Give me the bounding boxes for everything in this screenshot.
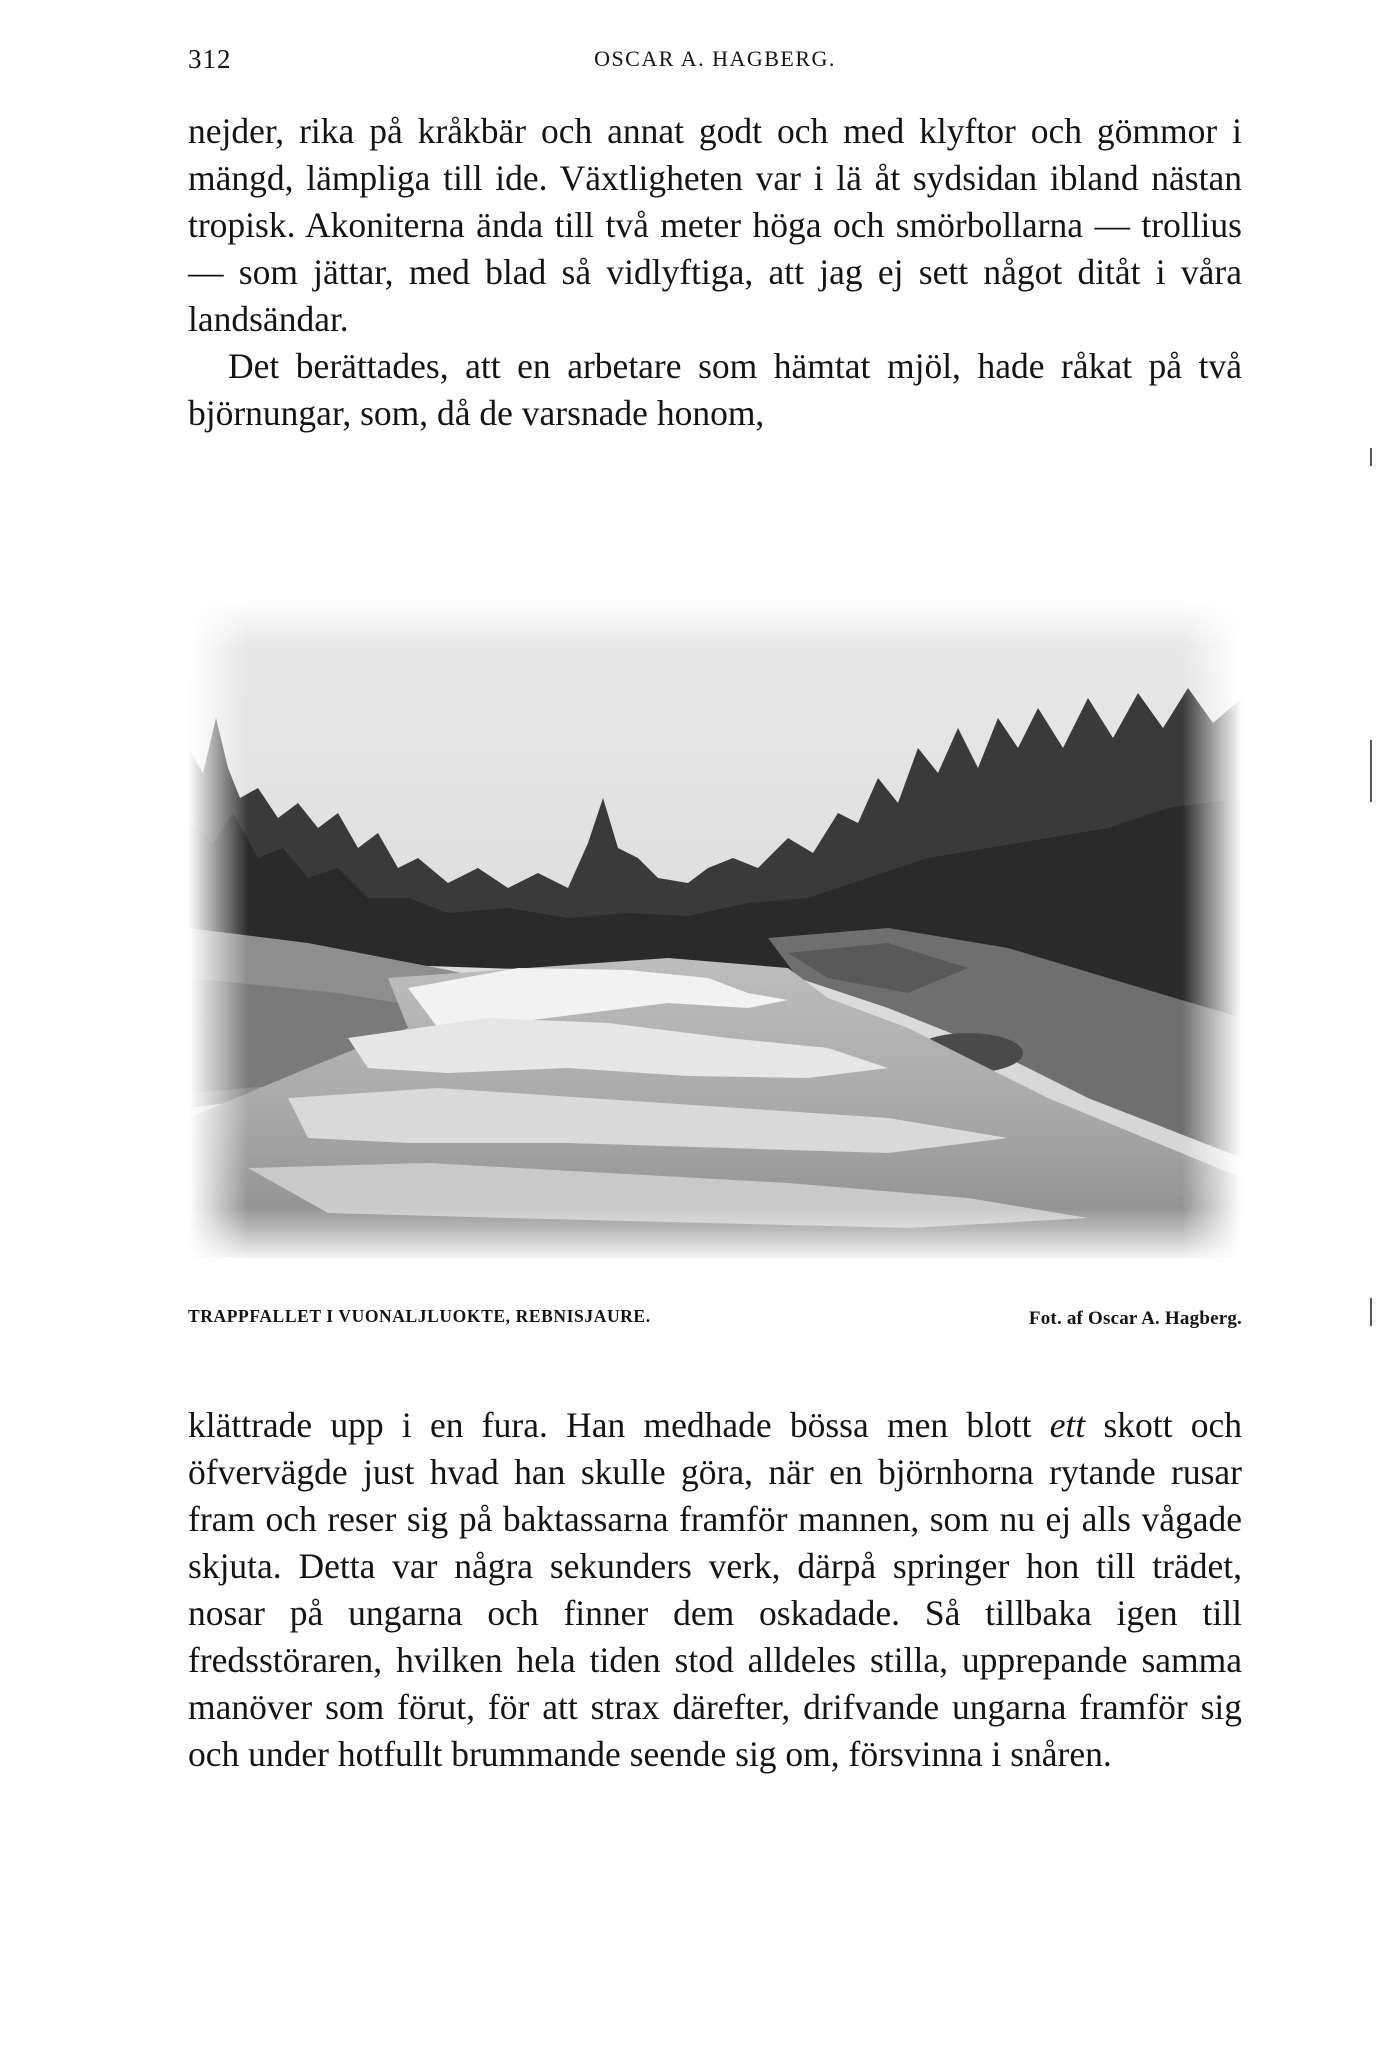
- margin-mark: [1370, 740, 1372, 802]
- line-1-start: klättrade upp i en fura. Han medhade bössa men blott: [188, 1405, 1032, 1445]
- figure-caption: [188, 1306, 1242, 1336]
- paragraph-rest: skott och öfvervägde just hvad han skulle göra, när en björnhorna rytande rusar fram och reser sig på baktassarna framför mannen, som nu ej alls vågade skjuta. Detta var några sekunders verk, därpå springer hon till trädet, nosar på ungarna och finner dem oskadade. Så tillbaka igen till fredsstöraren, hvilken hela tiden stod alldeles stilla, upprepande samma manöver som förut, för att strax därefter, drifvande ungarna framför sig och under hotfullt brummande seende sig om, försvinna i snåren.: [188, 1405, 1242, 1774]
- text-after-figure: [188, 1402, 1242, 1778]
- page-header: [188, 44, 1242, 84]
- running-head: OSCAR A. HAGBERG.: [594, 46, 836, 71]
- paragraph-bear-story: Det berättades, att en arbetare som hämtat mjöl, hade råkat på två björnungar, som, då de varsnade honom,: [188, 346, 1242, 433]
- paragraph-continued: nejder, rika på kråkbär och annat godt och med klyftor och gömmor i mängd, lämpliga till ide. Växtligheten var i lä åt sydsidan ibland nästan tropisk. Akoniterna ända till två meter höga och smörbollarna — trollius — som jättar, med blad så vidlyftiga, att jag ej sett något ditåt i våra landsändar.: [188, 111, 1242, 339]
- italic-word: ett: [1049, 1405, 1086, 1445]
- paragraph-bear-story-continued: [188, 1402, 1242, 1778]
- margin-mark: [1370, 448, 1372, 466]
- text-before-figure: [188, 108, 1242, 437]
- page-number: 312: [188, 44, 232, 74]
- margin-mark: [1370, 1298, 1372, 1326]
- waterfall-photograph: [188, 598, 1242, 1258]
- caption-photo-credit: Fot. af Oscar A. Hagberg.: [1028, 1308, 1242, 1329]
- caption-title: TRAPPFALLET I VUONALJLUOKTE, REBNISJAURE.: [188, 1306, 651, 1326]
